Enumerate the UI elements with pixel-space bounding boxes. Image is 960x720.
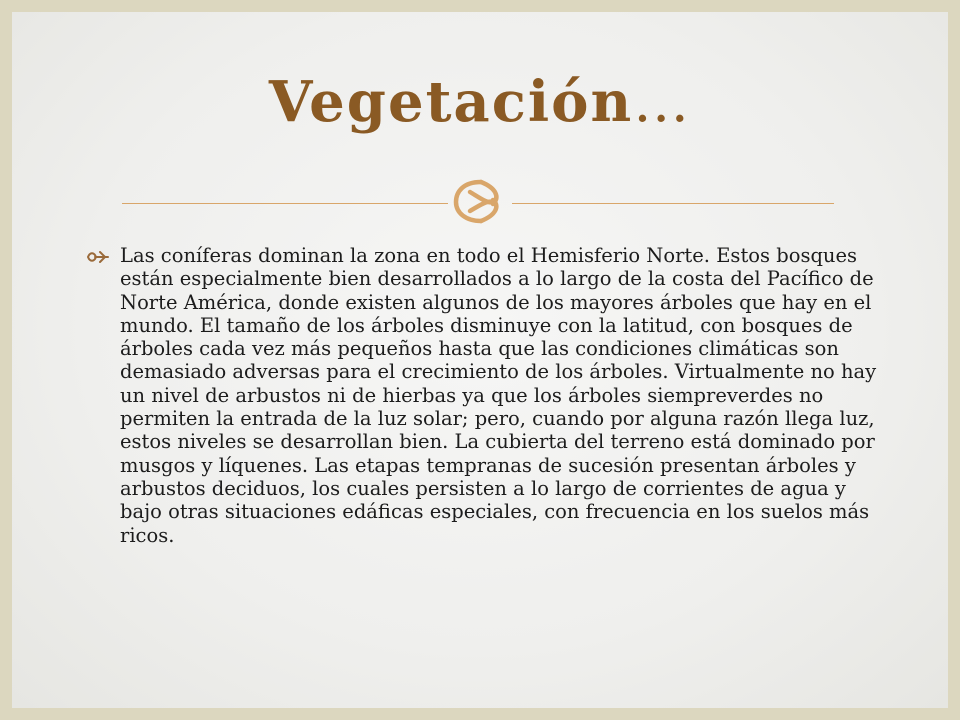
title-divider-left [122,203,448,204]
body-paragraph: Las coníferas dominan la zona en todo el Hemisferio Norte. Estos bosques están especialmente bien desarrollados a lo largo de la costa del Pacífico de Norte América, donde existen algunos de los mayores árboles que hay en el mundo. El tamaño de los árboles disminuye con la latitud, con bosques de árboles cada vez más pequeños hasta que las condiciones climáticas son demasiado adversas para el crecimiento de los árboles. Virtualmente no hay un nivel de arbustos ni de hierbas ya que los árboles siempreverdes no permiten la entrada de la luz solar; pero, cuando por alguna razón llega luz, estos niveles se desarrollan bien. La cubierta del terreno está dominado por musgos y líquenes. Las etapas tempranas de sucesión presentan árboles y arbustos deciduos, los cuales persisten a lo largo de corrientes de agua y bajo otras situaciones edáficas especiales, con frecuencia en los suelos más ricos. [120,244,877,547]
slide-title [0,69,960,135]
title-divider-right [512,203,834,204]
content-area [86,244,886,547]
title-text: Vegetación [268,69,634,135]
ornamental-bullet-icon [86,249,110,265]
leaf-ornament-icon [450,176,510,226]
title-ellipsis: … [633,70,692,135]
